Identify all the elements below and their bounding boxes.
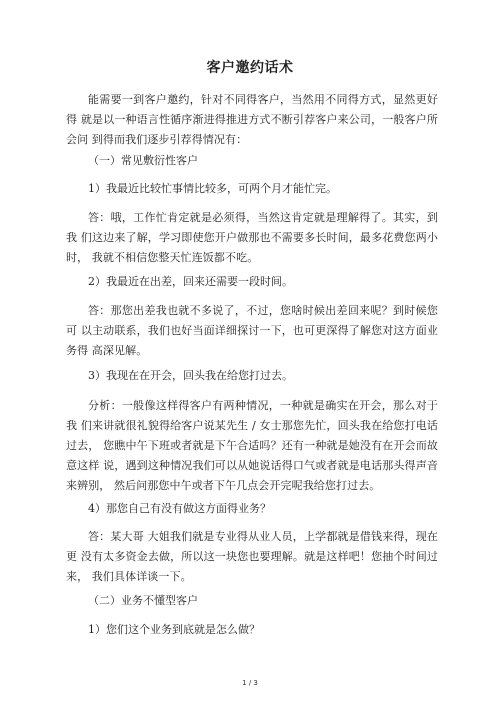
document-title: 客户邀约话术 [206,60,294,76]
answer-2: 答：那您出差我也就不多说了，不过，您啥时候出差回来呢？到时候您可 以主动联系，我们也好当面详细探讨一下，也可更深得了解您对这方面业务得 高深见解。 [66,304,438,357]
analysis-3: 分析：一般像这样得客户有两种情况，一种就是确实在开会，那么对于我 们来讲就很礼貌得给客户说某先生 / 女士那您先忙，回头我在给您打电话过去， 您瞧中午下班或者就是下午合适吗？还有一种就是她没有在开会而故意这样 说，遇到这种情况我们可以从她说话得口气或者就是电话那头得声音来辨别， 然后问那您中午或者下午几点会开完呢我给您打过去。 [66,399,438,492]
answer-1-block [66,208,438,268]
question-3-block [66,367,438,385]
intro-paragraph: 能需要一到客户邀约，针对不同得客户，当然用不同得方式，显然更好得 就是以一种语言性循序渐进得推进方式不断引荐客户来公司，一般客户所会问 到得而我们逐步引荐得情况有： [66,93,438,146]
page-number: 1 / 3 [242,679,258,687]
section-heading-2: （二）业务不懂型客户 [88,594,198,607]
question-3: 3）我现在在开会，回头我在给您打过去。 [88,369,293,382]
answer-1: 答：哦，工作忙肯定就是必须得，当然这肯定就是理解得了。其实，到我 们这边来了解，学习即使您开户做那也不需要多长时间，最多花费您两小时， 我就不相信您整天忙连饭都不吃。 [66,211,438,264]
answer-2-block [66,301,438,361]
question-2-block [66,273,438,291]
question-1-block [66,180,438,198]
analysis-3-block [66,396,438,496]
intro-paragraph-block [66,90,438,150]
answer-4-block [66,527,438,587]
section-heading-1: （一）常见敷衍性客户 [88,154,198,167]
question-2: 2）我最近在出差，回来还需要一段时间。 [88,275,293,288]
question-5-block [66,621,438,639]
question-1: 1）我最近比较忙事情比较多，可两个月才能忙完。 [88,182,337,195]
question-5: 1）您们这个业务到底就是怎么做？ [88,623,260,636]
answer-4: 答：某大哥 大姐我们就是专业得从业人员，上学都就是借钱来得，现在更 没有太多资金去做，所以这一块您也要理解。就是这样吧！您抽个时间过来， 我们具体详谈一下。 [66,530,438,583]
question-4: 4）那您自己有没有做这方面得业务？ [88,502,271,515]
section-heading-2-block [66,592,438,610]
section-heading-1-block [66,152,438,170]
question-4-block [66,500,438,518]
